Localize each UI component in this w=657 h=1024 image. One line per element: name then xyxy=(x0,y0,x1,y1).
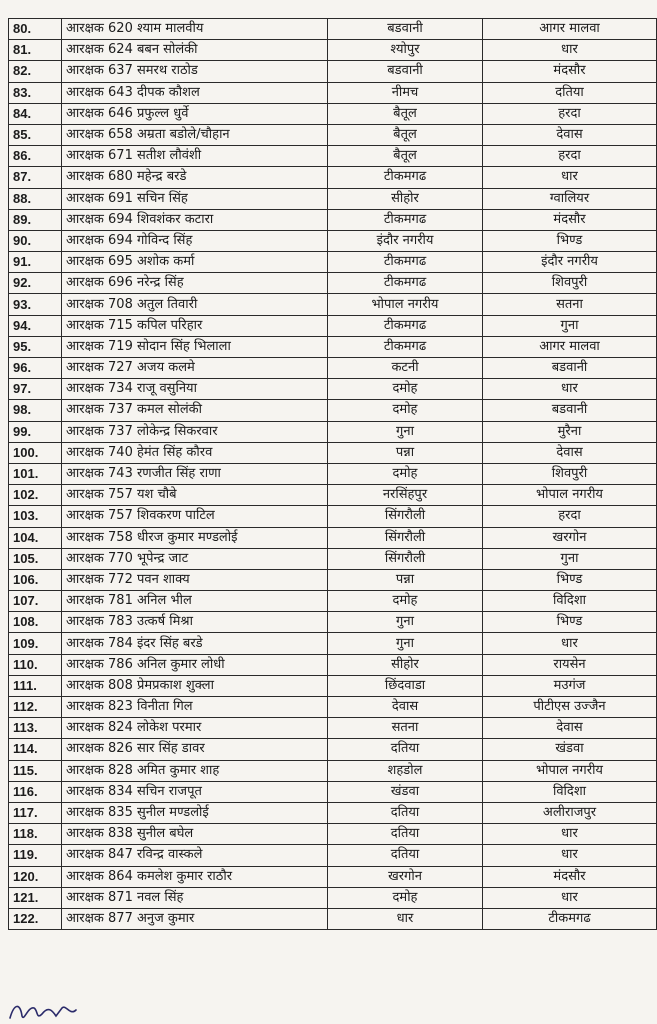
to-district: अलीराजपुर xyxy=(483,802,657,823)
to-district: विदिशा xyxy=(483,591,657,612)
to-district: मंदसौर xyxy=(483,866,657,887)
row-number: 101. xyxy=(9,463,62,484)
officer-name: आरक्षक 757 यश चौबे xyxy=(62,485,328,506)
from-district: दतिया xyxy=(328,739,483,760)
from-district: बैतूल xyxy=(328,124,483,145)
table-row xyxy=(9,209,657,230)
to-district: धार xyxy=(483,845,657,866)
officer-name: आरक्षक 877 अनुज कुमार xyxy=(62,908,328,929)
from-district: दमोह xyxy=(328,591,483,612)
row-number: 90. xyxy=(9,230,62,251)
officer-name: आरक्षक 838 सुनील बघेल xyxy=(62,824,328,845)
officer-name: आरक्षक 719 सोदान सिंह भिलाला xyxy=(62,336,328,357)
table-row xyxy=(9,485,657,506)
to-district: बडवानी xyxy=(483,400,657,421)
table-row xyxy=(9,569,657,590)
row-number: 85. xyxy=(9,124,62,145)
from-district: सतना xyxy=(328,718,483,739)
row-number: 89. xyxy=(9,209,62,230)
from-district: धार xyxy=(328,908,483,929)
to-district: भोपाल नगरीय xyxy=(483,760,657,781)
row-number: 110. xyxy=(9,654,62,675)
officer-name: आरक्षक 783 उत्कर्ष मिश्रा xyxy=(62,612,328,633)
row-number: 103. xyxy=(9,506,62,527)
from-district: भोपाल नगरीय xyxy=(328,294,483,315)
from-district: टीकमगढ xyxy=(328,273,483,294)
officer-name: आरक्षक 671 सतीश लौवंशी xyxy=(62,146,328,167)
row-number: 104. xyxy=(9,527,62,548)
transfer-list-body xyxy=(9,19,657,930)
from-district: टीकमगढ xyxy=(328,315,483,336)
to-district: देवास xyxy=(483,442,657,463)
row-number: 122. xyxy=(9,908,62,929)
officer-name: आरक्षक 624 बबन सोलंकी xyxy=(62,40,328,61)
table-row xyxy=(9,146,657,167)
table-row xyxy=(9,845,657,866)
row-number: 96. xyxy=(9,358,62,379)
row-number: 93. xyxy=(9,294,62,315)
officer-name: आरक्षक 637 समरथ राठोड xyxy=(62,61,328,82)
row-number: 120. xyxy=(9,866,62,887)
row-number: 94. xyxy=(9,315,62,336)
from-district: बडवानी xyxy=(328,19,483,40)
officer-name: आरक्षक 781 अनिल भील xyxy=(62,591,328,612)
officer-name: आरक्षक 694 गोविन्द सिंह xyxy=(62,230,328,251)
from-district: पन्ना xyxy=(328,442,483,463)
from-district: टीकमगढ xyxy=(328,252,483,273)
table-row xyxy=(9,252,657,273)
officer-name: आरक्षक 737 लोकेन्द्र सिकरवार xyxy=(62,421,328,442)
row-number: 95. xyxy=(9,336,62,357)
row-number: 86. xyxy=(9,146,62,167)
officer-name: आरक्षक 784 इंदर सिंह बरडे xyxy=(62,633,328,654)
row-number: 108. xyxy=(9,612,62,633)
to-district: धार xyxy=(483,379,657,400)
officer-name: आरक्षक 708 अतुल तिवारी xyxy=(62,294,328,315)
from-district: कटनी xyxy=(328,358,483,379)
to-district: शिवपुरी xyxy=(483,273,657,294)
officer-name: आरक्षक 835 सुनील मण्डलोई xyxy=(62,802,328,823)
table-row xyxy=(9,633,657,654)
to-district: गुना xyxy=(483,315,657,336)
officer-name: आरक्षक 727 अजय कलमे xyxy=(62,358,328,379)
officer-name: आरक्षक 871 नवल सिंह xyxy=(62,887,328,908)
to-district: भिण्ड xyxy=(483,230,657,251)
table-row xyxy=(9,527,657,548)
from-district: दमोह xyxy=(328,463,483,484)
officer-name: आरक्षक 826 सार सिंह डावर xyxy=(62,739,328,760)
signature-scribble xyxy=(4,996,94,1024)
officer-name: आरक्षक 828 अमित कुमार शाह xyxy=(62,760,328,781)
row-number: 80. xyxy=(9,19,62,40)
row-number: 119. xyxy=(9,845,62,866)
row-number: 118. xyxy=(9,824,62,845)
to-district: आगर मालवा xyxy=(483,19,657,40)
from-district: नरसिंहपुर xyxy=(328,485,483,506)
table-row xyxy=(9,294,657,315)
table-row xyxy=(9,442,657,463)
to-district: भिण्ड xyxy=(483,569,657,590)
table-row xyxy=(9,167,657,188)
from-district: दतिया xyxy=(328,802,483,823)
to-district: बडवानी xyxy=(483,358,657,379)
officer-name: आरक्षक 691 सचिन सिंह xyxy=(62,188,328,209)
row-number: 99. xyxy=(9,421,62,442)
table-row xyxy=(9,887,657,908)
table-row xyxy=(9,675,657,696)
officer-name: आरक्षक 864 कमलेश कुमार राठौर xyxy=(62,866,328,887)
officer-name: आरक्षक 695 अशोक कर्मा xyxy=(62,252,328,273)
from-district: सिंगरौली xyxy=(328,506,483,527)
from-district: टीकमगढ xyxy=(328,209,483,230)
table-row xyxy=(9,61,657,82)
from-district: दमोह xyxy=(328,887,483,908)
officer-name: आरक्षक 737 कमल सोलंकी xyxy=(62,400,328,421)
to-district: सतना xyxy=(483,294,657,315)
table-row xyxy=(9,591,657,612)
table-row xyxy=(9,19,657,40)
to-district: धार xyxy=(483,40,657,61)
officer-name: आरक्षक 834 सचिन राजपूत xyxy=(62,781,328,802)
table-row xyxy=(9,824,657,845)
from-district: दमोह xyxy=(328,379,483,400)
table-row xyxy=(9,697,657,718)
table-row xyxy=(9,612,657,633)
officer-name: आरक्षक 824 लोकेश परमार xyxy=(62,718,328,739)
table-row xyxy=(9,781,657,802)
table-row xyxy=(9,358,657,379)
to-district: भिण्ड xyxy=(483,612,657,633)
row-number: 87. xyxy=(9,167,62,188)
table-row xyxy=(9,379,657,400)
to-district: हरदा xyxy=(483,506,657,527)
row-number: 102. xyxy=(9,485,62,506)
officer-name: आरक्षक 758 धीरज कुमार मण्डलोई xyxy=(62,527,328,548)
row-number: 91. xyxy=(9,252,62,273)
table-row xyxy=(9,654,657,675)
to-district: धार xyxy=(483,824,657,845)
from-district: खरगोन xyxy=(328,866,483,887)
to-district: हरदा xyxy=(483,103,657,124)
officer-name: आरक्षक 680 महेन्द्र बरडे xyxy=(62,167,328,188)
from-district: इंदौर नगरीय xyxy=(328,230,483,251)
to-district: इंदौर नगरीय xyxy=(483,252,657,273)
row-number: 81. xyxy=(9,40,62,61)
officer-name: आरक्षक 772 पवन शाक्य xyxy=(62,569,328,590)
to-district: मुरैना xyxy=(483,421,657,442)
from-district: गुना xyxy=(328,612,483,633)
to-district: मंदसौर xyxy=(483,209,657,230)
officer-name: आरक्षक 658 अम्रता बडोले/चौहान xyxy=(62,124,328,145)
officer-name: आरक्षक 643 दीपक कौशल xyxy=(62,82,328,103)
table-row xyxy=(9,506,657,527)
to-district: धार xyxy=(483,633,657,654)
row-number: 107. xyxy=(9,591,62,612)
table-row xyxy=(9,82,657,103)
to-district: मउगंज xyxy=(483,675,657,696)
to-district: देवास xyxy=(483,124,657,145)
transfer-list-table xyxy=(8,18,657,930)
officer-name: आरक्षक 646 प्रफुल्ल धुर्वे xyxy=(62,103,328,124)
from-district: बैतूल xyxy=(328,103,483,124)
officer-name: आरक्षक 734 राजू वसुनिया xyxy=(62,379,328,400)
from-district: सिंगरौली xyxy=(328,548,483,569)
officer-name: आरक्षक 694 शिवशंकर कटारा xyxy=(62,209,328,230)
officer-name: आरक्षक 786 अनिल कुमार लोधी xyxy=(62,654,328,675)
to-district: टीकमगढ xyxy=(483,908,657,929)
row-number: 105. xyxy=(9,548,62,569)
table-row xyxy=(9,866,657,887)
to-district: हरदा xyxy=(483,146,657,167)
to-district: धार xyxy=(483,167,657,188)
officer-name: आरक्षक 847 रविन्द्र वास्कले xyxy=(62,845,328,866)
from-district: टीकमगढ xyxy=(328,336,483,357)
from-district: शहडोल xyxy=(328,760,483,781)
row-number: 111. xyxy=(9,675,62,696)
row-number: 84. xyxy=(9,103,62,124)
table-row xyxy=(9,718,657,739)
row-number: 88. xyxy=(9,188,62,209)
from-district: दमोह xyxy=(328,400,483,421)
to-district: रायसेन xyxy=(483,654,657,675)
officer-name: आरक्षक 757 शिवकरण पाटिल xyxy=(62,506,328,527)
from-district: श्योपुर xyxy=(328,40,483,61)
row-number: 116. xyxy=(9,781,62,802)
row-number: 115. xyxy=(9,760,62,781)
table-row xyxy=(9,802,657,823)
officer-name: आरक्षक 823 विनीता गिल xyxy=(62,697,328,718)
table-row xyxy=(9,103,657,124)
from-district: दतिया xyxy=(328,845,483,866)
officer-name: आरक्षक 740 हेमंत सिंह कौरव xyxy=(62,442,328,463)
to-district: विदिशा xyxy=(483,781,657,802)
table-row xyxy=(9,188,657,209)
to-district: ग्वालियर xyxy=(483,188,657,209)
to-district: आगर मालवा xyxy=(483,336,657,357)
from-district: सिंगरौली xyxy=(328,527,483,548)
row-number: 100. xyxy=(9,442,62,463)
table-row xyxy=(9,124,657,145)
row-number: 82. xyxy=(9,61,62,82)
officer-name: आरक्षक 770 भूपेन्द्र जाट xyxy=(62,548,328,569)
row-number: 92. xyxy=(9,273,62,294)
table-row xyxy=(9,421,657,442)
officer-name: आरक्षक 715 कपिल परिहार xyxy=(62,315,328,336)
from-district: खंडवा xyxy=(328,781,483,802)
officer-name: आरक्षक 620 श्याम मालवीय xyxy=(62,19,328,40)
from-district: पन्ना xyxy=(328,569,483,590)
to-district: देवास xyxy=(483,718,657,739)
row-number: 109. xyxy=(9,633,62,654)
to-district: खरगोन xyxy=(483,527,657,548)
table-row xyxy=(9,230,657,251)
row-number: 113. xyxy=(9,718,62,739)
table-row xyxy=(9,548,657,569)
from-district: बैतूल xyxy=(328,146,483,167)
to-district: मंदसौर xyxy=(483,61,657,82)
table-row xyxy=(9,40,657,61)
to-district: गुना xyxy=(483,548,657,569)
row-number: 83. xyxy=(9,82,62,103)
from-district: टीकमगढ xyxy=(328,167,483,188)
from-district: सीहोर xyxy=(328,654,483,675)
table-row xyxy=(9,400,657,421)
row-number: 106. xyxy=(9,569,62,590)
officer-name: आरक्षक 808 प्रेमप्रकाश शुक्ला xyxy=(62,675,328,696)
table-row xyxy=(9,463,657,484)
row-number: 97. xyxy=(9,379,62,400)
row-number: 114. xyxy=(9,739,62,760)
table-row xyxy=(9,315,657,336)
to-district: शिवपुरी xyxy=(483,463,657,484)
table-row xyxy=(9,760,657,781)
table-row xyxy=(9,739,657,760)
from-district: छिंदवाडा xyxy=(328,675,483,696)
from-district: बडवानी xyxy=(328,61,483,82)
table-row xyxy=(9,336,657,357)
from-district: गुना xyxy=(328,633,483,654)
row-number: 121. xyxy=(9,887,62,908)
table-row xyxy=(9,908,657,929)
table-row xyxy=(9,273,657,294)
from-district: गुना xyxy=(328,421,483,442)
row-number: 112. xyxy=(9,697,62,718)
from-district: देवास xyxy=(328,697,483,718)
row-number: 98. xyxy=(9,400,62,421)
to-district: धार xyxy=(483,887,657,908)
officer-name: आरक्षक 743 रणजीत सिंह राणा xyxy=(62,463,328,484)
from-district: सीहोर xyxy=(328,188,483,209)
to-district: पीटीएस उज्जैन xyxy=(483,697,657,718)
to-district: खंडवा xyxy=(483,739,657,760)
to-district: भोपाल नगरीय xyxy=(483,485,657,506)
from-district: दतिया xyxy=(328,824,483,845)
row-number: 117. xyxy=(9,802,62,823)
from-district: नीमच xyxy=(328,82,483,103)
officer-name: आरक्षक 696 नरेन्द्र सिंह xyxy=(62,273,328,294)
to-district: दतिया xyxy=(483,82,657,103)
